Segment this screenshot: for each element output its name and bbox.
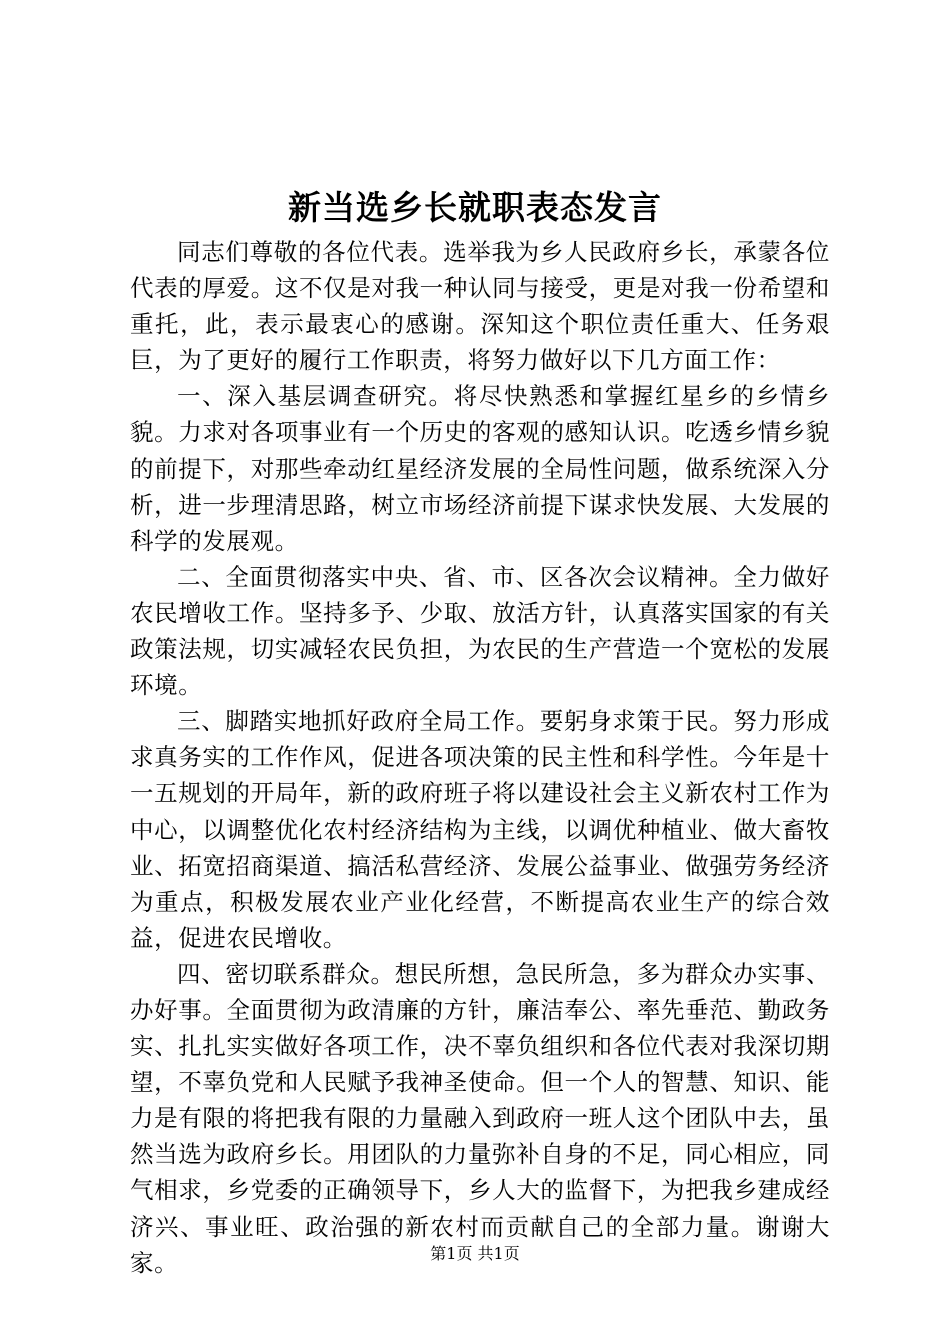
paragraph-point-2: 二、全面贯彻落实中央、省、市、区各次会议精神。全力做好农民增收工作。坚持多予、少取、放活方针，认真落实国家的有关政策法规，切实减轻农民负担，为农民的生产营造一个宽松的发展环境。 [130,562,830,700]
paragraph-point-1: 一、深入基层调查研究。将尽快熟悉和掌握红星乡的乡情乡貌。力求对各项事业有一个历史的客观的感知认识。吃透乡情乡貌的前提下，对那些牵动红星经济发展的全局性问题，做系统深入分析，进一步理清思路，树立市场经济前提下谋求快发展、大发展的科学的发展观。 [130,382,830,555]
paragraph-intro: 同志们尊敬的各位代表。选举我为乡人民政府乡长，承蒙各位代表的厚爱。这不仅是对我一种认同与接受，更是对我一份希望和重托，此，表示最衷心的感谢。深知这个职位责任重大、任务艰巨，为了更好的履行工作职责，将努力做好以下几方面工作： [130,238,830,375]
document-title: 新当选乡长就职表态发言 [288,188,662,227]
document-body [130,234,830,1281]
paragraph-point-3: 三、脚踏实地抓好政府全局工作。要躬身求策于民。努力形成求真务实的工作作风，促进各项决策的民主性和科学性。今年是十一五规划的开局年，新的政府班子将以建设社会主义新农村工作为中心，以调整优化农村经济结构为主线，以调优种植业、做大畜牧业、拓宽招商渠道、搞活私营经济、发展公益事业、做强劳务经济为重点，积极发展农业产业化经营，不断提高农业生产的综合效益，促进农民增收。 [130,707,830,952]
paragraph-point-4: 四、密切联系群众。想民所想，急民所急，多为群众办实事、办好事。全面贯彻为政清廉的方针，廉洁奉公、率先垂范、勤政务实、扎扎实实做好各项工作，决不辜负组织和各位代表对我深切期望，不辜负党和人民赋予我神圣使命。但一个人的智慧、知识、能力是有限的将把我有限的力量融入到政府一班人这个团队中去，虽然当选为政府乡长。用团队的力量弥补自身的不足，同心相应，同气相求，乡党委的正确领导下，乡人大的监督下，为把我乡建成经济兴、事业旺、政治强的新农村而贡献自己的全部力量。谢谢大家。 [130,959,830,1277]
page-number-footer: 第1页 共1页 [430,1244,520,1263]
